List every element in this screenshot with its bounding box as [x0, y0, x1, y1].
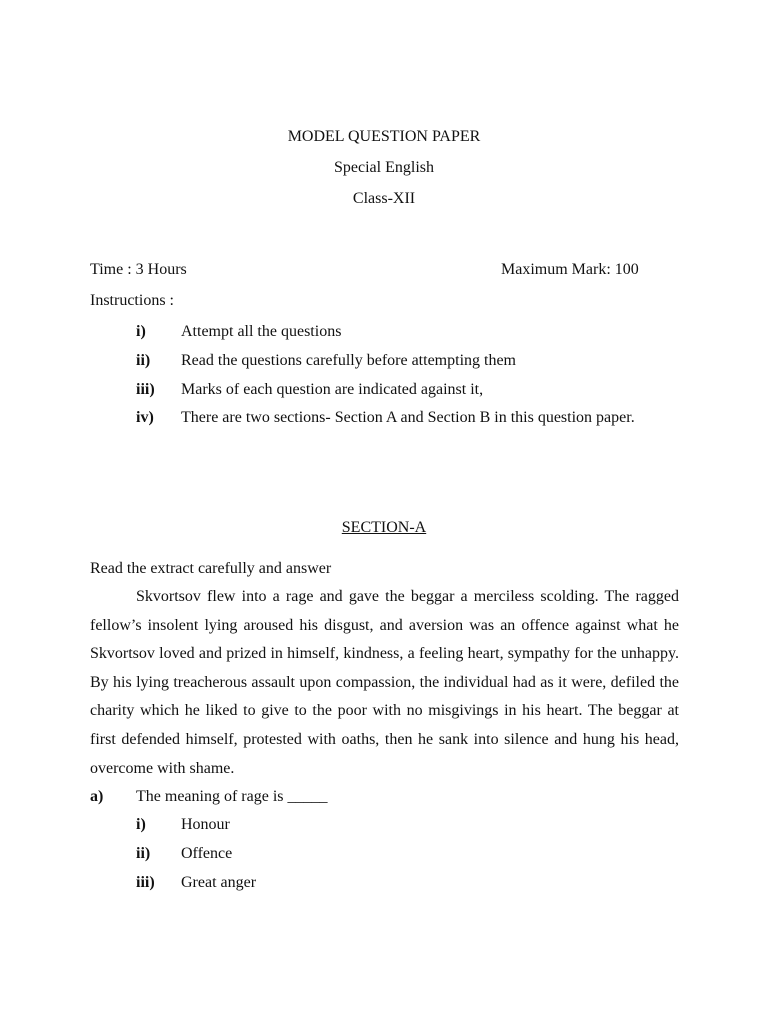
option-number: i): [136, 816, 146, 833]
option-number: ii): [136, 845, 151, 862]
instruction-text: Marks of each question are indicated against it,: [181, 381, 484, 398]
paper-title: MODEL QUESTION PAPER: [287, 128, 481, 145]
paper-subject: Special English: [334, 159, 434, 176]
reading-passage: Skvortsov flew into a rage and gave the beggar a merciless scolding. The ragged fellow’s insolent lying aroused his disgust, and aversion was an offence against what he Skvortsov loved and prized in himself, kindness, a feeling heart, sympathy for the unhappy. By his lying treacherous assault upon compassion, the individual had as it were, defiled the charity which he liked to give to the poor with no misgivings in his heart. The beggar at first defended himself, protested with oaths, then he sank into silence and hung his head, overcome with shame.: [90, 588, 679, 777]
instruction-number: iv): [136, 409, 154, 426]
passage-intro: Read the extract carefully and answer: [90, 560, 332, 577]
question-label: a): [90, 788, 104, 805]
instruction-text: Attempt all the questions: [181, 323, 342, 340]
instruction-number: i): [136, 323, 146, 340]
paper-class: Class-XII: [352, 190, 416, 207]
instruction-number: ii): [136, 352, 151, 369]
section-a-heading: SECTION-A: [341, 519, 427, 536]
max-mark-label: Maximum Mark: 100: [501, 261, 639, 278]
instruction-text: Read the questions carefully before attempting them: [181, 352, 516, 369]
question-text: The meaning of rage is _____: [136, 788, 328, 805]
option-text: Great anger: [181, 874, 257, 891]
time-label: Time : 3 Hours: [90, 261, 187, 278]
option-text: Honour: [181, 816, 230, 833]
instruction-number: iii): [136, 381, 155, 398]
instructions-heading: Instructions :: [90, 292, 174, 309]
option-number: iii): [136, 874, 155, 891]
option-text: Offence: [181, 845, 233, 862]
instruction-text: There are two sections- Section A and Section B in this question paper.: [181, 409, 635, 426]
